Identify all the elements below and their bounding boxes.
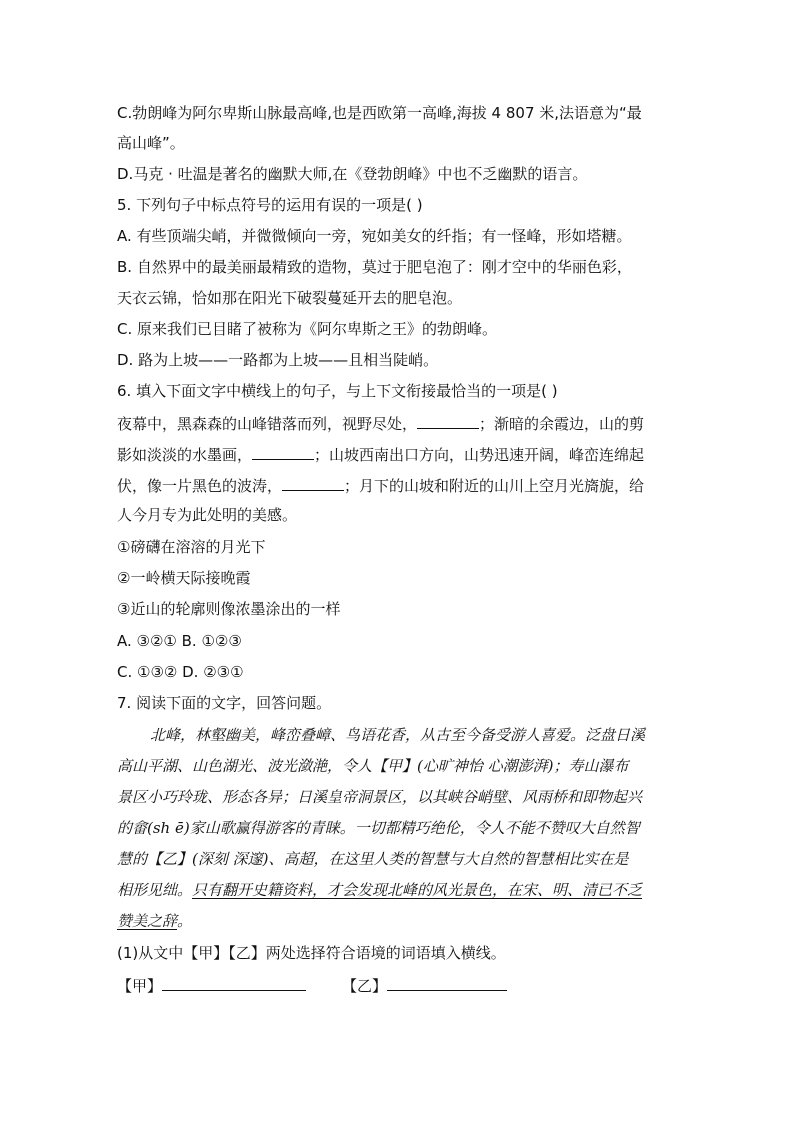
passage-7-line-5: 慧的【乙】(深刻 深邃)、高超，在这里人类的智慧与大自然的智慧相比实在是 — [117, 850, 629, 868]
passage-text: 。 — [177, 912, 193, 930]
question-7-sub-1: (1)从文中【甲】【乙】两处选择符合语境的词语填入横线。 — [117, 944, 506, 962]
fill-blank-3[interactable] — [282, 474, 344, 491]
option-c-line-1: C.勃朗峰为阿尔卑斯山脉最高峰,也是西欧第一高峰,海拔 4 807 米,法语意为“最 — [117, 104, 642, 122]
passage-7-line-2: 高山平湖、山色湖光、波光潋滟，令人【甲】(心旷神怡 心潮澎湃)；寿山瀑布 — [117, 757, 629, 775]
passage-7-line-7 — [117, 911, 192, 931]
answer-blank-jia[interactable] — [162, 974, 306, 991]
passage-text: 相形见绌。 — [117, 881, 193, 899]
option-d-line: D.马克 · 吐温是著名的幽默大师,在《登勃朗峰》中也不乏幽默的语言。 — [117, 165, 588, 183]
passage-text: ；月下的山坡和附近的山川上空月光旖旎，给 — [344, 477, 645, 495]
passage-text: 伏，像一片黑色的波涛， — [117, 477, 283, 495]
question-5-stem: 5. 下列句子中标点符号的运用有误的一项是( ) — [117, 196, 423, 214]
answer-label-yi: 【乙】 — [342, 977, 388, 995]
underlined-sentence-end: 赞美之辞 — [117, 912, 178, 930]
passage-text: 夜幕中，黑森森的山峰错落而列，视野尽处， — [117, 415, 418, 433]
question-6-passage-line-4: 人今月专为此处明的美感。 — [117, 506, 298, 524]
question-6-passage-line-3 — [117, 474, 644, 496]
passage-7-line-4: 的畲(sh ē)家山歌赢得游客的青睐。一切都精巧绝伦，令人不能不赞叹大自然智 — [117, 819, 640, 837]
passage-7-line-1: 北峰，林壑幽美，峰峦叠嶂、鸟语花香，从古至今备受游人喜爱。泛盘日溪 — [150, 726, 646, 744]
passage-7-line-3: 景区小巧玲珑、形态各异；日溪皇帝洞景区，以其峡谷峭壁、风雨桥和即物起兴 — [117, 788, 643, 806]
question-5-option-b-line-2: 天衣云锦，恰如那在阳光下破裂蔓延开去的肥皂泡。 — [117, 289, 463, 307]
passage-text: ；渐暗的余霞边，山的剪 — [479, 415, 645, 433]
underlined-sentence: 只有翻开史籍资料，才会发现北峰的风光景色，在宋、明、清已不乏 — [192, 881, 643, 899]
question-5-option-c: C. 原来我们已目睹了被称为《阿尔卑斯之王》的勃朗峰。 — [117, 320, 498, 338]
fill-blank-1[interactable] — [417, 412, 479, 429]
question-6-sentence-3: ③近山的轮廓则像浓墨涂出的一样 — [117, 600, 341, 618]
answer-blank-yi[interactable] — [387, 974, 507, 991]
question-6-stem: 6. 填入下面文字中横线上的句子，与上下文衔接最恰当的一项是( ) — [117, 382, 558, 400]
question-6-options-cd: C. ①③② D. ②③① — [117, 663, 244, 681]
question-5-option-d: D. 路为上坡——一路都为上坡——且相当陡峭。 — [117, 351, 439, 369]
question-5-option-b-line-1: B. 自然界中的最美丽最精致的造物，莫过于肥皂泡了：刚才空中的华丽色彩， — [117, 258, 632, 276]
question-7-stem: 7. 阅读下面的文字，回答问题。 — [117, 694, 332, 712]
answer-label-jia: 【甲】 — [117, 977, 163, 995]
question-6-sentence-2: ②一岭横天际接晚霞 — [117, 569, 251, 587]
question-6-sentence-1: ①磅礴在溶溶的月光下 — [117, 538, 266, 556]
passage-text: 影如淡淡的水墨画， — [117, 446, 253, 464]
passage-7-line-6 — [117, 880, 642, 900]
option-c-line-2: 高山峰”。 — [117, 134, 185, 152]
answer-line — [117, 974, 507, 996]
fill-blank-2[interactable] — [252, 443, 314, 460]
question-5-option-a: A. 有些顶端尖峭，并微微倾向一旁，宛如美女的纤指；有一怪峰，形如塔糖。 — [117, 227, 632, 245]
question-6-passage-line-1 — [117, 412, 644, 434]
passage-text: ；山坡西南出口方向，山势迅速开阔，峰峦连绵起 — [314, 446, 645, 464]
question-6-passage-line-2 — [117, 443, 644, 465]
question-6-options-ab: A. ③②① B. ①②③ — [117, 632, 242, 650]
